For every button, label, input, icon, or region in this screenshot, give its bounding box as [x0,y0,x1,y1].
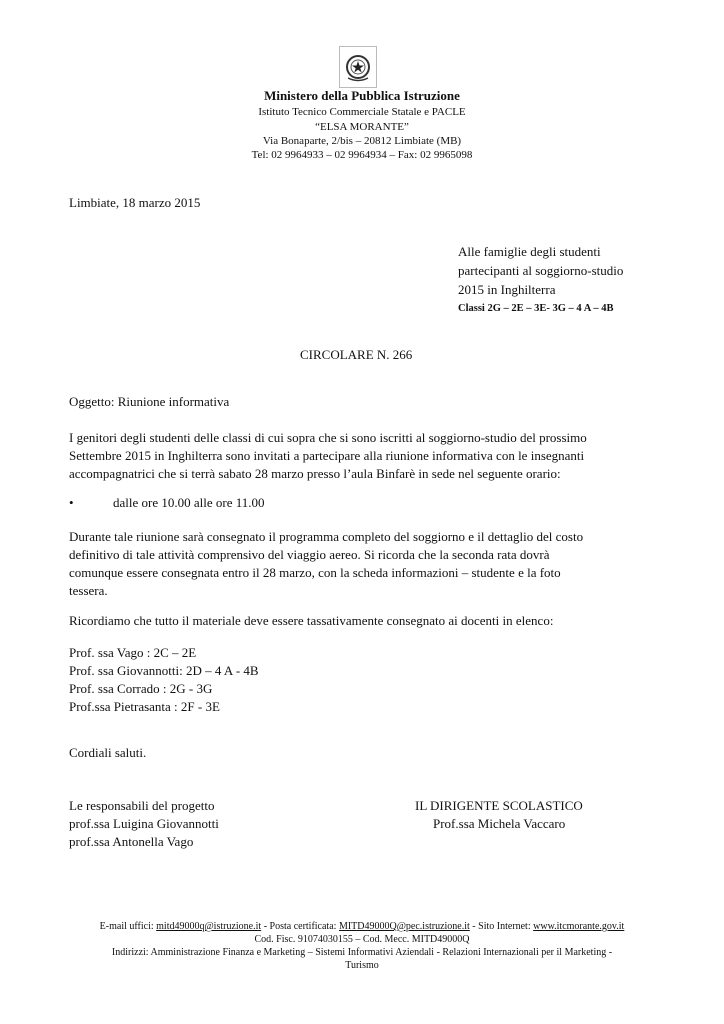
circolare-number: CIRCOLARE N. 266 [300,347,413,362]
date-line: Limbiate, 18 marzo 2015 [69,195,201,210]
school-address: Via Bonaparte, 2/bis – 20812 Limbiate (MB) [262,135,462,147]
paragraph-1-line-1: I genitori degli studenti delle classi di cui sopra che si sono iscritti al soggiorno-studio del prossimo [69,430,587,445]
subject-line: Oggetto: Riunione informativa [69,394,230,409]
school-name: “ELSA MORANTE” [315,121,409,133]
signature-left-name-1: prof.ssa Luigina Giovannotti [69,816,219,831]
footer-addresses-2: Turismo [345,960,379,971]
paragraph-2-line-4: tessera. [69,583,108,598]
footer-email-label: E-mail uffici: [99,921,157,932]
paragraph-1-line-2: Settembre 2015 in Inghilterra sono invitati a partecipare alla riunione informativa con le insegnanti [69,448,585,463]
signature-left-title: Le responsabili del progetto [69,798,215,813]
teacher-item: Prof. ssa Giovannotti: 2D – 4 A - 4B [69,663,259,678]
republic-emblem-icon [339,46,377,88]
footer-pec-label: - Posta certificata: [261,921,339,932]
signature-left-name-2: prof.ssa Antonella Vago [69,834,194,849]
teacher-item: Prof.ssa Pietrasanta : 2F - 3E [69,699,220,714]
school-phones: Tel: 02 9964933 – 02 9964934 – Fax: 02 9965098 [251,149,473,161]
bullet-icon: • [69,495,74,510]
paragraph-1-line-3: accompagnatrici che si terrà sabato 28 marzo presso l’aula Binfarè in sede nel seguente orario: [69,466,561,481]
footer-site-label: - Sito Internet: [469,921,534,932]
recipient-classes: Classi 2G – 2E – 3E- 3G – 4 A – 4B [458,303,614,314]
footer-codes: Cod. Fisc. 91074030155 – Cod. Mecc. MITD49000Q [254,934,470,945]
teacher-item: Prof. ssa Vago : 2C – 2E [69,645,197,660]
signature-right-name: Prof.ssa Michela Vaccaro [433,816,566,831]
footer-email-link[interactable]: mitd49000q@istruzione.it [156,921,262,932]
footer-contacts [0,920,724,933]
footer-site-link[interactable]: www.itcmorante.gov.it [533,921,625,932]
recipient-line-1: Alle famiglie degli studenti [458,244,601,259]
institute-name: Istituto Tecnico Commerciale Statale e PACLE [258,106,466,118]
paragraph-2-line-1: Durante tale riunione sarà consegnato il programma completo del soggiorno e il dettaglio del costo [69,529,584,544]
signature-right-title: IL DIRIGENTE SCOLASTICO [415,798,583,813]
paragraph-2-line-3: comunque essere consegnata entro il 28 marzo, con la scheda informazioni – studente e la foto [69,565,561,580]
recipient-line-2: partecipanti al soggiorno-studio [458,263,624,278]
emblem-star-icon [343,50,373,84]
schedule-time: dalle ore 10.00 alle ore 11.00 [113,495,265,510]
paragraph-3: Ricordiamo che tutto il materiale deve essere tassativamente consegnato ai docenti in elenco: [69,613,554,628]
teacher-item: Prof. ssa Corrado : 2G - 3G [69,681,213,696]
recipient-line-3: 2015 in Inghilterra [458,282,556,297]
footer-addresses-1: Indirizzi: Amministrazione Finanza e Marketing – Sistemi Informativi Aziendali - Relazioni Internazionali per il Marketing - [111,947,613,958]
footer-pec-link[interactable]: MITD49000Q@pec.istruzione.it [338,921,470,932]
paragraph-2-line-2: definitivo di tale attività comprensivo del viaggio aereo. Si ricorda che la seconda rata dovrà [69,547,550,562]
closing-greeting: Cordiali saluti. [69,745,147,760]
ministry-title: Ministero della Pubblica Istruzione [264,88,460,103]
